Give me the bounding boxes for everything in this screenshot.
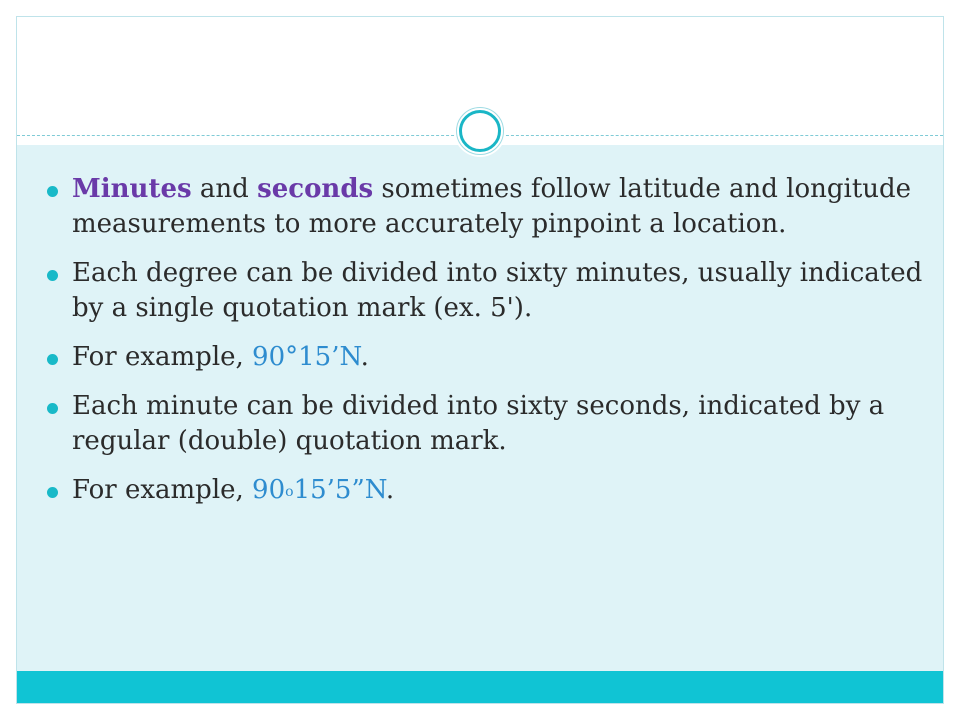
example-coordinate-degrees: 90 <box>252 475 286 505</box>
bottom-accent-bar <box>17 671 943 703</box>
bullet-example-minutes <box>47 340 927 375</box>
bullet-text: and <box>191 174 258 204</box>
bullet-text: sometimes follow latitude and longitude measurements to more accurately pinpoint a location. <box>72 174 912 239</box>
bullet-degree-minutes <box>47 256 927 326</box>
bullet-text: . <box>385 475 395 505</box>
bullet-text: . <box>360 342 369 372</box>
bullet-minutes-seconds <box>47 172 927 242</box>
bullet-text: Each minute can be divided into sixty seconds, indicated by a regular (double) quotation mark. <box>72 391 885 456</box>
circle-ring-icon <box>456 107 504 155</box>
bullet-example-seconds <box>47 473 927 508</box>
bullet-list <box>47 172 927 522</box>
keyword-seconds: seconds <box>257 174 374 204</box>
degree-superscript: o <box>285 484 294 500</box>
bullet-text: Each degree can be divided into sixty minutes, usually indicated by a single quotation mark (ex. 5'). <box>72 258 923 323</box>
slide <box>16 16 944 704</box>
bullet-text: For example, <box>72 475 253 505</box>
bullet-minute-seconds <box>47 389 927 459</box>
example-coordinate: 90°15’N <box>252 342 361 372</box>
bullet-text: For example, <box>72 342 253 372</box>
example-coordinate-rest: 15’5”N <box>293 475 386 505</box>
keyword-minutes: Minutes <box>72 174 192 204</box>
